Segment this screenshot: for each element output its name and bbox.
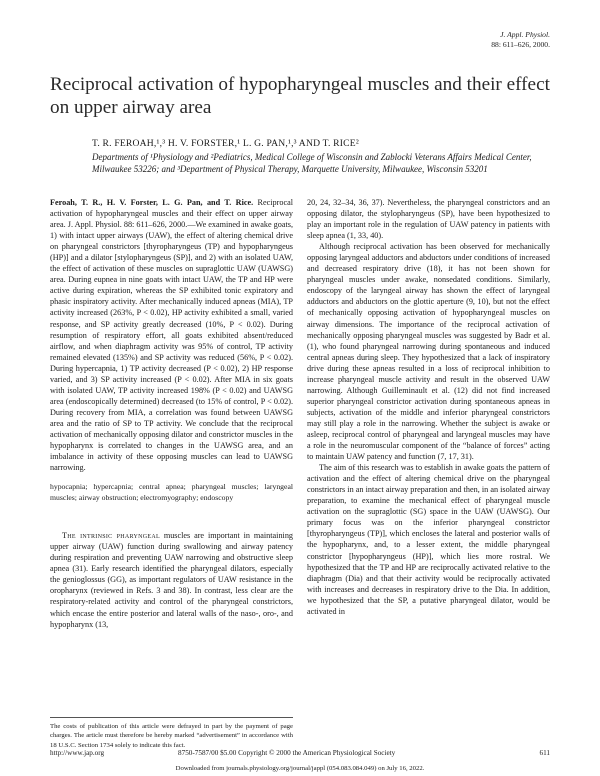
body-paragraph-2: Although reciprocal activation has been observed for mechanically opposing laryngeal adductors and abductors under conditions of increased and decreased respiratory drive (18), it has not been shown for pharyngeal muscles under awake, nonsedated conditions. Similarly, endoscopy of the laryngeal airway has shown the effect of laryngeal adductors and abductors on the glottic aperture (9, 10), but not the effect of mechanically opposing activation of hypopharyngeal muscles on airway dimensions. The importance of the reciprocal activation of mechanically opposing pharyngeal muscles was suggested by Badr et al. (1), who found pharyngeal narrowing during spontaneous and induced central apneas during sleep. They hypothesized that a lack of inspiratory drive during these apneas resulted in a loss of reciprocal inhibition to increase pharyngeal muscle activity and result in the observed UAW narrowing. Although Guilleminault et al. (12) did not find increased superior pharyngeal constrictor activation during spontaneous apneas in subjects, activation of the middle and inferior pharyngeal constrictors may still play a role in the narrowing. Whether the subject is awake or asleep, reciprocal control of pharyngeal and laryngeal muscles may have a role in the neuromuscular component of the “balance of forces” acting to maintain UAW patency and function (7, 17, 31). bbox=[307, 242, 550, 462]
intro-lead: The intrinsic pharyngeal bbox=[62, 531, 160, 541]
page-number: 611 bbox=[539, 749, 550, 757]
abstract-citation-head: Feroah, T. R., H. V. Forster, L. G. Pan, and T. Rice. bbox=[50, 198, 254, 207]
footnote-divider bbox=[50, 717, 293, 718]
intro-text: muscles are important in maintaining upper airway (UAW) function during swallowing and airway patency during respiration and preventing UAW narrowing and obstructive sleep apnea (31). Early research identified the pharyngeal dilators, especially the genioglossus (GG), as important regulators of UAW resistance in the oropharynx (reviewed in Refs. 3 and 38). In contrast, less clear are the respiratory-related activity and control of the pharyngeal constrictors, which encase the entire posterior and lateral walls of the naso-, oro-, and hypopharynx (13, bbox=[50, 531, 294, 629]
copyright-line: 8750-7587/00 $5.00 Copyright © 2000 the American Physiological Society bbox=[178, 749, 396, 757]
keywords: hypocapnia; hypercapnia; central apnea; pharyngeal muscles; laryngeal muscles; airway obstruction; electromyography; endoscopy bbox=[50, 482, 293, 502]
journal-name: J. Appl. Physiol. bbox=[500, 30, 550, 39]
body-paragraph-3: The aim of this research was to establish in awake goats the pattern of activation and the effect of altering chemical drive on the pharyngeal constrictors in an intact airway preparation and then, in an isolated airway preparation, to examine the mechanical effect of pharyngeal muscle activation on the supraglottic (SG) space in the UAW (UAWSG). Our primary focus was on the inferior pharyngeal constrictor [thyropharyngeus (TP)], which encloses the lateral and posterior walls of the hypopharynx, and, to a lesser extent, the middle pharyngeal constrictor [hypopharyngeus (HP)], which lies more rostral. We hypothesized that the TP and HP are reciprocally activated relative to the diaphragm (Dia) and that their activity would be reciprocally activated with increases and decreases in respiratory drive to the Dia. In addition, we hypothesized that the SP, a putative pharyngeal dilator, would be activated in bbox=[307, 463, 550, 616]
author-list: T. R. FEROAH,¹,³ H. V. FORSTER,¹ L. G. PAN,¹,³ AND T. RICE² bbox=[92, 138, 359, 149]
abstract-text: Reciprocal activation of hypopharyngeal muscles and their effect on upper airway area. J. Appl. Physiol. 88: 611–626, 2000.—We examined in awake goats, 1) with intact upper airways (UAW), the effect of altering chemical drive on pharyngeal constrictors [thyropharyngeus (TP) and hypopharyngeus (HP)] and a dilator [stylopharyngeus (SP)], and 2) with an isolated UAW, the effect of activation of these muscles on supraglottic UAW (UAWSG) area. During eupnea in nine goats with intact UAW, the TP and HP were active during expiration, whereas the SP exhibited tonic expiratory and phasic inspiratory activity. After mechanically induced apneas (MIA), TP activity increased (263%, P < 0.02), HP activity exhibited a small, varied response, and SP activity greatly decreased (10%, P < 0.02). During resumption of respiratory effort, all goats exhibited absent/reduced airflow, and when diaphragm activity was 95% of control, TP activity remained elevated (135%) and SP activity was reduced (56%, P < 0.02). During hypercapnia, 1) TP activity decreased (P < 0.02), 2) HP response varied, and 3) SP activity increased (P < 0.02). After MIA in six goats with isolated UAW, TP activity increased 198% (P < 0.02) and UAWSG area (endoscopically determined) decreased (to 15% of control, P < 0.02). During recovery from MIA, a correlation was found between UAWSG area and the ratio of SP to TP activity. We conclude that the reciprocal activation of mechanically opposing dilator and constrictor muscles in the hypopharynx is correlated to changes in the UAWSG area, and an imbalance in activity of these opposing muscles can lead to UAWSG narrowing. bbox=[50, 198, 293, 473]
right-column bbox=[307, 197, 550, 617]
abstract bbox=[50, 197, 293, 473]
download-notice: Downloaded from journals.physiology.org/journal/jappl (054.083.084.049) on July 16, 2022. bbox=[175, 765, 425, 772]
journal-reference bbox=[491, 30, 550, 50]
publication-cost-footnote: The costs of publication of this article were defrayed in part by the payment of page charges. The article must therefore be hereby marked “advertisement” in accordance with 18 U.S.C. Section 1734 solely to indicate this fact. bbox=[50, 723, 293, 749]
article-title: Reciprocal activation of hypopharyngeal muscles and their effect on upper airway area bbox=[50, 74, 550, 118]
journal-citation: 88: 611–626, 2000. bbox=[491, 40, 550, 49]
journal-url[interactable]: http://www.jap.org bbox=[50, 749, 105, 757]
body-paragraph-1: 20, 24, 32–34, 36, 37). Nevertheless, the pharyngeal constrictors and an opposing dilator, the stylopharyngeus (SP), have been hypothesized to play an important role in the regulation of UAW patency in patients with sleep apnea (1, 33, 40). bbox=[307, 198, 550, 241]
intro-paragraph bbox=[50, 530, 293, 629]
left-column bbox=[50, 197, 293, 630]
author-affiliations: Departments of ¹Physiology and ²Pediatrics, Medical College of Wisconsin and Zablocki Veterans Affairs Medical Center, Milwaukee 53226; and ³Department of Physical Therapy, Marquette University, Milwaukee, Wisconsin 53201 bbox=[92, 152, 532, 175]
